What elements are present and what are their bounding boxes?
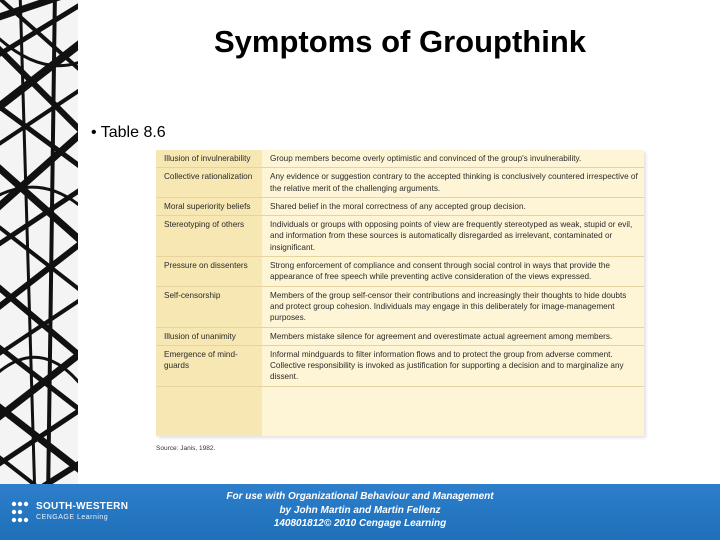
description-cell: Members of the group self-censor their contributions and increasingly their thoughts to hide doubts and protect group cohesion. Individuals may engage in this deliberately for image-management purposes. — [262, 286, 644, 327]
logo-line1: SOUTH-WESTERN — [36, 501, 129, 512]
table-row — [156, 197, 644, 215]
term-cell: Pressure on dissenters — [156, 257, 262, 287]
table-row — [156, 216, 644, 257]
term-cell: Moral superiority beliefs — [156, 197, 262, 215]
description-cell: Informal mindguards to filter information flows and to protect the group from adverse comment. Collective responsibility is invoked as justification for supporting a decision and to marginalize any dissent. — [262, 345, 644, 386]
cengage-logo-icon — [10, 500, 30, 524]
term-cell: Self-censorship — [156, 286, 262, 327]
table-row — [156, 286, 644, 327]
term-cell: Illusion of invulnerability — [156, 150, 262, 168]
term-cell: Emergence of mind-guards — [156, 345, 262, 386]
footer-line1: For use with Organizational Behaviour and Management — [226, 491, 494, 502]
description-cell: Shared belief in the moral correctness of any accepted group decision. — [262, 197, 644, 215]
table-row — [156, 257, 644, 287]
footer-line3: 140801812© 2010 Cengage Learning — [273, 518, 447, 529]
description-cell: Individuals or groups with opposing points of view are frequently stereotyped as weak, stupid or evil, and information from these sources is automatically disregarded as irrelevant, contaminated or insignificant. — [262, 216, 644, 257]
table-source: Source: Janis, 1982. — [156, 445, 216, 452]
description-cell: Members mistake silence for agreement and overestimate actual agreement among members. — [262, 327, 644, 345]
description-cell: Strong enforcement of compliance and consent through social control in ways that provide the appearance of free speech while preventing active consideration of the views expressed. — [262, 257, 644, 287]
table-row — [156, 345, 644, 386]
term-cell: Illusion of unanimity — [156, 327, 262, 345]
footer-line2: by John Martin and Martin Fellenz — [279, 504, 441, 516]
publisher-logo — [10, 498, 150, 528]
table-row — [156, 150, 644, 168]
logo-line2: CENGAGE Learning — [36, 514, 109, 521]
term-cell: Collective rationalization — [156, 168, 262, 198]
slide-title: Symptoms of Groupthink — [214, 24, 586, 59]
table-row — [156, 168, 644, 198]
bullet-text: • Table 8.6 — [91, 124, 166, 141]
description-cell: Any evidence or suggestion contrary to the accepted thinking is conclusively countered irrespective of the relative merit of the challenging arguments. — [262, 168, 644, 198]
lattice-decoration — [0, 0, 78, 484]
description-cell: Group members become overly optimistic and convinced of the group's invulnerability. — [262, 150, 644, 168]
footer-bar — [0, 484, 720, 540]
groupthink-table — [156, 150, 644, 436]
footer-credit — [190, 490, 530, 531]
term-cell: Stereotyping of others — [156, 216, 262, 257]
table-row — [156, 327, 644, 345]
